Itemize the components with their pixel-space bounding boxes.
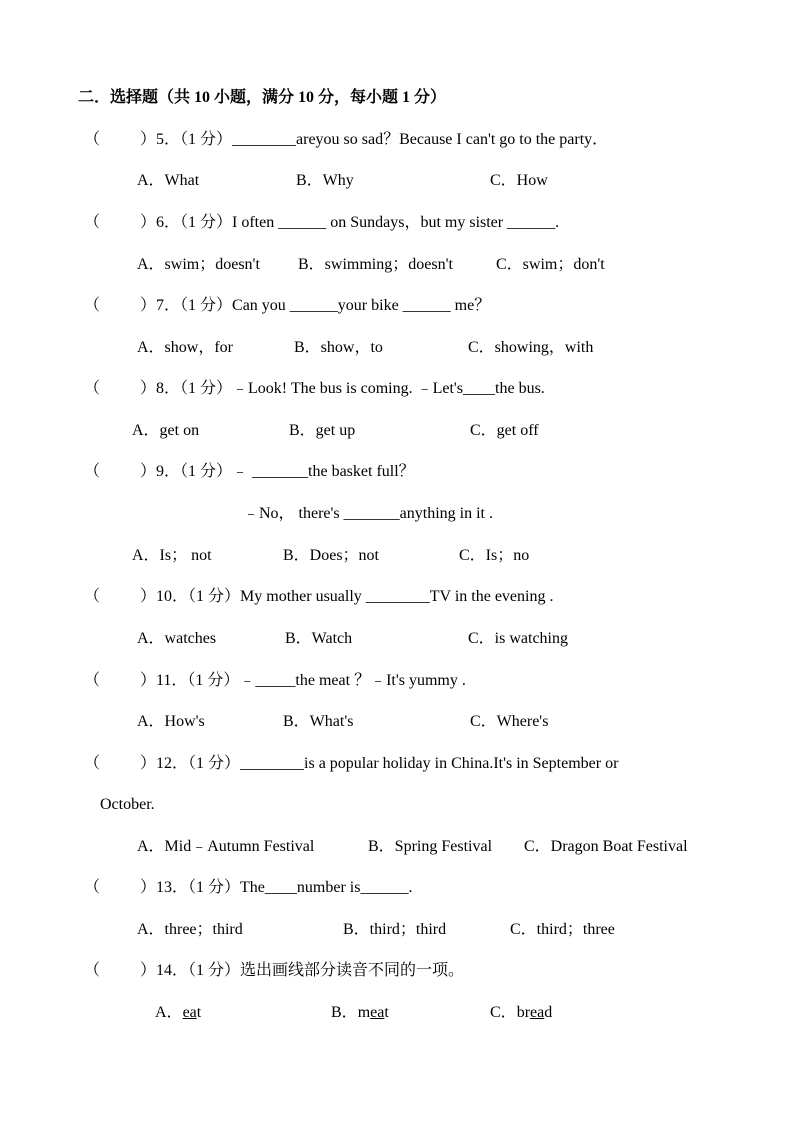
underlined-letters: ea	[182, 1004, 197, 1021]
question-8	[84, 377, 545, 401]
answer-paren[interactable]: （	[84, 297, 101, 314]
question-7	[84, 294, 490, 318]
answer-paren[interactable]: （	[84, 962, 101, 979]
question-number: ）10．（1 分）	[140, 588, 241, 605]
question-number: ）11．（1 分）	[140, 672, 240, 689]
question-text: My mother usually ________TV in the evening .	[240, 588, 554, 605]
option-c[interactable]: C．is watching	[468, 630, 568, 647]
answer-paren[interactable]: （	[84, 380, 101, 397]
option-b[interactable]: B．Why	[296, 172, 354, 189]
answer-paren[interactable]: （	[84, 588, 101, 605]
answer-paren[interactable]: （	[84, 214, 101, 231]
option-a[interactable]: A．watches	[137, 630, 217, 647]
question-10	[84, 585, 553, 609]
option-b[interactable]: B．swimming；doesn't	[298, 256, 453, 273]
answer-paren[interactable]: （	[84, 463, 101, 480]
option-b[interactable]: B．Watch	[285, 630, 353, 647]
answer-paren[interactable]: （	[84, 672, 101, 689]
underlined-letters: ea	[370, 1004, 385, 1021]
option-a[interactable]: A．What	[137, 172, 200, 189]
question-text: 选出画线部分读音不同的一项。	[240, 962, 465, 979]
question-text: ﹣Look! The bus is coming. ﹣Let's____the bus.	[232, 380, 545, 397]
option-c[interactable]: C．bread	[490, 1004, 553, 1021]
question-11	[84, 669, 466, 693]
answer-paren[interactable]: （	[84, 879, 101, 896]
option-b[interactable]: B．third；third	[343, 921, 447, 938]
underlined-letters: ea	[530, 1004, 545, 1021]
question-text: Can you ______your bike ______ me？	[232, 297, 491, 314]
question-number: ）13．（1 分）	[140, 879, 241, 896]
option-a[interactable]: A．three；third	[137, 921, 243, 938]
question-number: ）6．（1 分）	[140, 214, 233, 231]
question-number: ）5．（1 分）	[140, 131, 233, 148]
option-c[interactable]: C．get off	[470, 422, 539, 439]
question-5	[84, 128, 608, 152]
option-b[interactable]: B．get up	[289, 422, 356, 439]
option-b[interactable]: B．meat	[331, 1004, 389, 1021]
option-b[interactable]: B．Does；not	[283, 547, 380, 564]
question-12	[84, 752, 618, 776]
question-text: I often ______ on Sundays，but my sister ______.	[232, 214, 560, 231]
question-text: ________is a popular holiday in China.It's in September or	[240, 755, 619, 772]
option-b[interactable]: B．show，to	[294, 339, 383, 356]
option-c[interactable]: C．Where's	[470, 713, 549, 730]
option-a[interactable]: A．Is； not	[132, 547, 212, 564]
question-6	[84, 211, 559, 235]
question-12-line-2: October.	[100, 796, 155, 813]
option-c[interactable]: C．How	[490, 172, 548, 189]
option-c[interactable]: C．showing，with	[468, 339, 594, 356]
option-a[interactable]: A．How's	[137, 713, 205, 730]
question-13	[84, 876, 412, 900]
option-a[interactable]: A．show，for	[137, 339, 233, 356]
question-14	[84, 959, 464, 983]
question-number: ）9．（1 分）	[140, 463, 233, 480]
question-9-line-2: ﹣No， there's _______anything in it .	[243, 505, 493, 522]
question-number: ）14．（1 分）	[140, 962, 241, 979]
option-b[interactable]: B．What's	[283, 713, 354, 730]
question-9	[84, 460, 415, 484]
answer-paren[interactable]: （	[84, 755, 101, 772]
section-title: 二．选择题（共 10 小题，满分 10 分，每小题 1 分）	[78, 89, 447, 106]
option-a[interactable]: A．eat	[155, 1004, 202, 1021]
question-text: ﹣ _______the basket full？	[232, 463, 415, 480]
option-c[interactable]: C．Is；no	[459, 547, 530, 564]
option-a[interactable]: A．Mid﹣Autumn Festival	[137, 838, 315, 855]
question-number: ）8．（1 分）	[140, 380, 233, 397]
question-text: ﹣_____the meat ？﹣It's yummy .	[239, 672, 466, 689]
option-c[interactable]: C．Dragon Boat Festival	[524, 838, 688, 855]
question-text: ________areyou so sad？Because I can't go to the party．	[232, 131, 609, 148]
answer-paren[interactable]: （	[84, 131, 101, 148]
question-text: The____number is______.	[240, 879, 413, 896]
option-c[interactable]: C．swim；don't	[496, 256, 605, 273]
question-number: ）12．（1 分）	[140, 755, 241, 772]
option-b[interactable]: B．Spring Festival	[368, 838, 493, 855]
option-c[interactable]: C．third；three	[510, 921, 615, 938]
question-number: ）7．（1 分）	[140, 297, 233, 314]
option-a[interactable]: A．swim；doesn't	[137, 256, 260, 273]
option-a[interactable]: A．get on	[132, 422, 200, 439]
